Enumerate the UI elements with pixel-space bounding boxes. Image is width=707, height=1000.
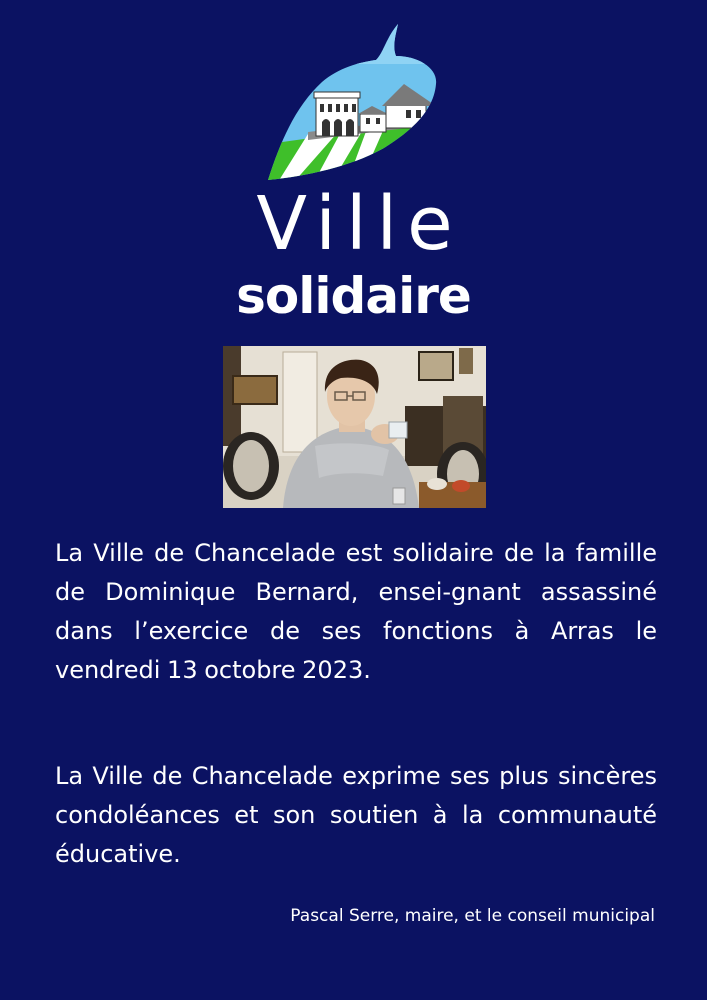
title-ville: Ville bbox=[256, 181, 463, 267]
portrait-photo-icon bbox=[223, 346, 486, 508]
title-solidaire: solidaire bbox=[236, 267, 471, 325]
paragraph-solidarity: La Ville de Chancelade est solidaire de la famille de Dominique Bernard, ensei-gnant assassiné dans l’exercice de ses fonctions à Arras le vendredi 13 octobre 2023. bbox=[55, 539, 657, 684]
signature: Pascal Serre, maire, et le conseil municipal bbox=[290, 906, 655, 926]
paragraph-condolences: La Ville de Chancelade exprime ses plus sincères condoléances et son soutien à la communauté éducative. bbox=[55, 762, 657, 868]
ville-solidaire-logo-icon bbox=[268, 24, 440, 182]
